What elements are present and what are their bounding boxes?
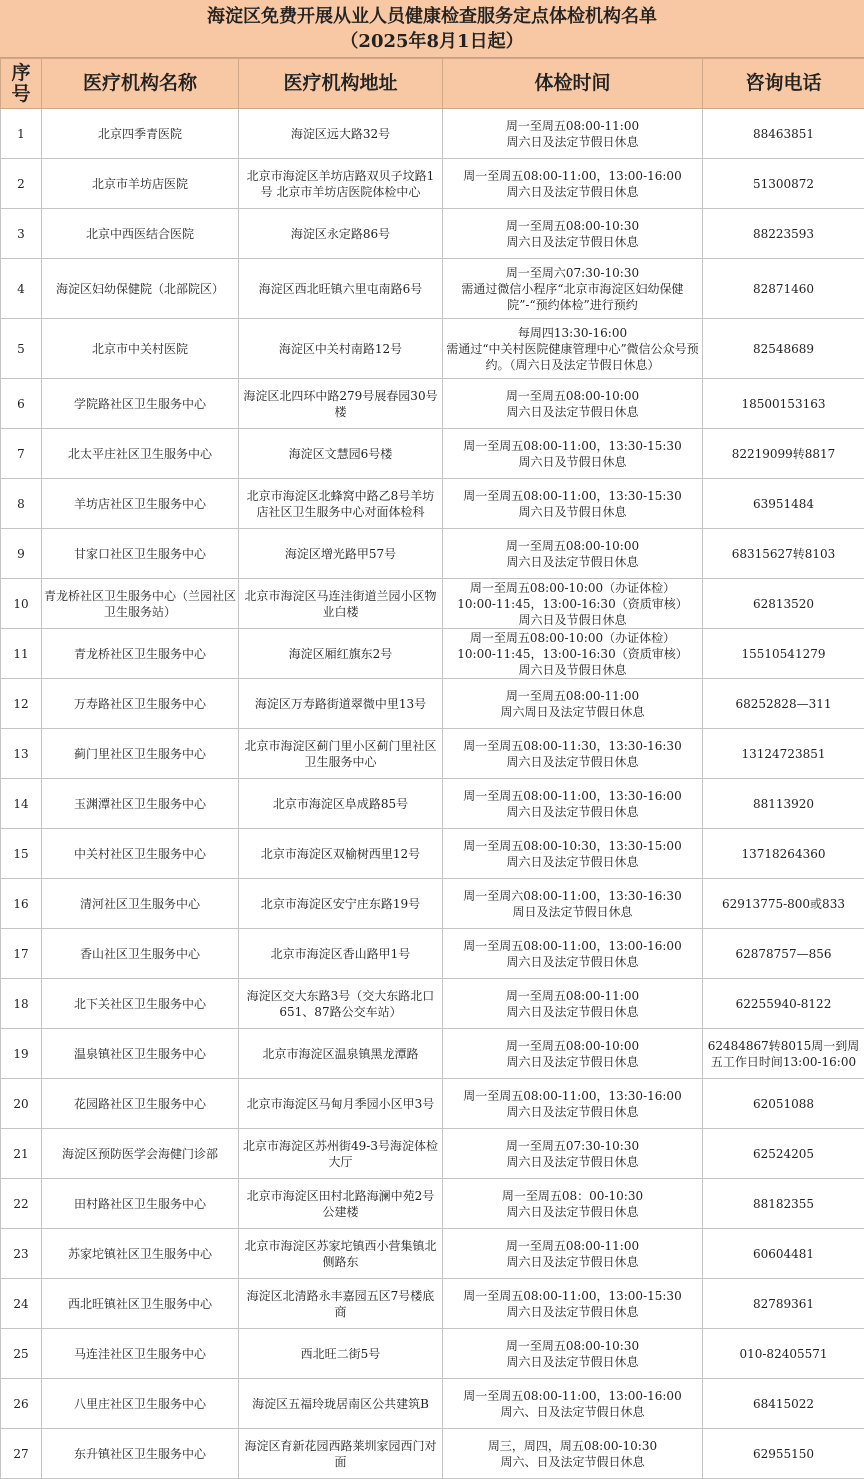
header-phone: 咨询电话: [703, 59, 864, 109]
cell-address: 北京市海淀区苏州街49-3号海淀体检大厅: [239, 1129, 443, 1179]
cell-address: 西北旺二街5号: [239, 1329, 443, 1379]
cell-name: 香山社区卫生服务中心: [42, 929, 239, 979]
cell-name: 花园路社区卫生服务中心: [42, 1079, 239, 1129]
table-row: [1, 929, 864, 979]
cell-hours: 周一至周五08:00-11:00，13:30-16:00 周六日及法定节假日休息: [443, 779, 703, 829]
page-title: 海淀区免费开展从业人员健康检查服务定点体检机构名单: [0, 4, 864, 29]
cell-no: 16: [1, 879, 42, 929]
cell-hours: 周一至周五08:00-11:00，13:00-16:00 周六日及法定节假日休息: [443, 929, 703, 979]
cell-hours: 周一至周六08:00-11:00，13:30-16:30 周日及法定节假日休息: [443, 879, 703, 929]
cell-address: 北京市海淀区蓟门里小区蓟门里社区卫生服务中心: [239, 729, 443, 779]
table-row: [1, 319, 864, 379]
cell-address: 海淀区育新花园西路莱圳家园西门对面: [239, 1429, 443, 1479]
table-row: [1, 629, 864, 679]
table-row: [1, 679, 864, 729]
cell-address: 海淀区远大路32号: [239, 109, 443, 159]
cell-hours: 周一至周五08:00-10:30 周六日及法定节假日休息: [443, 1329, 703, 1379]
cell-hours: 周一至周五08:00-10:30 周六日及法定节假日休息: [443, 209, 703, 259]
cell-phone: 13718264360: [703, 829, 864, 879]
cell-phone: 51300872: [703, 159, 864, 209]
cell-phone: 68315627转8103: [703, 529, 864, 579]
table-row: [1, 829, 864, 879]
table-row: [1, 1079, 864, 1129]
table-row: [1, 1179, 864, 1229]
cell-no: 22: [1, 1179, 42, 1229]
cell-address: 北京市海淀区田村北路海澜中苑2号公建楼: [239, 1179, 443, 1229]
cell-no: 17: [1, 929, 42, 979]
cell-name: 玉渊潭社区卫生服务中心: [42, 779, 239, 829]
cell-hours: 周一至周五07:30-10:30 周六日及法定节假日休息: [443, 1129, 703, 1179]
table-row: [1, 879, 864, 929]
cell-no: 12: [1, 679, 42, 729]
cell-phone: 15510541279: [703, 629, 864, 679]
cell-no: 15: [1, 829, 42, 879]
cell-phone: 62913775-800或833: [703, 879, 864, 929]
table-row: [1, 1329, 864, 1379]
cell-address: 海淀区西北旺镇六里屯南路6号: [239, 259, 443, 319]
cell-no: 13: [1, 729, 42, 779]
cell-phone: 010-82405571: [703, 1329, 864, 1379]
cell-hours: 周一至周六07:30-10:30 需通过微信小程序“北京市海淀区妇幼保健院”-“预约体检”进行预约: [443, 259, 703, 319]
table-row: [1, 1029, 864, 1079]
cell-no: 2: [1, 159, 42, 209]
cell-no: 19: [1, 1029, 42, 1079]
cell-address: 北京市海淀区阜成路85号: [239, 779, 443, 829]
header-no: 序号: [1, 59, 42, 109]
cell-name: 海淀区预防医学会海健门诊部: [42, 1129, 239, 1179]
cell-name: 北下关社区卫生服务中心: [42, 979, 239, 1029]
cell-phone: 82219099转8817: [703, 429, 864, 479]
table-row: [1, 1379, 864, 1429]
cell-phone: 88223593: [703, 209, 864, 259]
cell-address: 北京市海淀区苏家坨镇西小营集镇北侧路东: [239, 1229, 443, 1279]
cell-name: 青龙桥社区卫生服务中心（兰园社区卫生服务站）: [42, 579, 239, 629]
cell-address: 海淀区厢红旗东2号: [239, 629, 443, 679]
table-row: [1, 529, 864, 579]
cell-no: 6: [1, 379, 42, 429]
cell-phone: 62051088: [703, 1079, 864, 1129]
cell-no: 5: [1, 319, 42, 379]
header-name: 医疗机构名称: [42, 59, 239, 109]
cell-name: 田村路社区卫生服务中心: [42, 1179, 239, 1229]
cell-name: 苏家坨镇社区卫生服务中心: [42, 1229, 239, 1279]
cell-address: 海淀区永定路86号: [239, 209, 443, 259]
table-row: [1, 479, 864, 529]
cell-name: 马连洼社区卫生服务中心: [42, 1329, 239, 1379]
cell-no: 7: [1, 429, 42, 479]
cell-name: 中关村社区卫生服务中心: [42, 829, 239, 879]
cell-no: 10: [1, 579, 42, 629]
cell-hours: 周一至周五08:00-11:00，13:00-16:00 周六、日及法定节假日休息: [443, 1379, 703, 1429]
cell-no: 14: [1, 779, 42, 829]
cell-address: 北京市海淀区安宁庄东路19号: [239, 879, 443, 929]
cell-phone: 88463851: [703, 109, 864, 159]
cell-name: 北京市羊坊店医院: [42, 159, 239, 209]
cell-address: 北京市海淀区马甸月季园小区甲3号: [239, 1079, 443, 1129]
cell-no: 1: [1, 109, 42, 159]
cell-no: 9: [1, 529, 42, 579]
cell-no: 11: [1, 629, 42, 679]
page-subtitle: （2025年8月1日起）: [0, 29, 864, 54]
cell-name: 八里庄社区卫生服务中心: [42, 1379, 239, 1429]
cell-hours: 周一至周五08:00-11:00，13:00-15:30 周六日及法定节假日休息: [443, 1279, 703, 1329]
cell-address: 北京市海淀区马连洼街道兰园小区物业白楼: [239, 579, 443, 629]
table-row: [1, 979, 864, 1029]
cell-no: 8: [1, 479, 42, 529]
cell-hours: 周一至周五08:00-11:00 周六日及法定节假日休息: [443, 109, 703, 159]
cell-name: 学院路社区卫生服务中心: [42, 379, 239, 429]
cell-name: 北京四季青医院: [42, 109, 239, 159]
cell-hours: 周一至周五08:00-10:00（办证体检） 10:00-11:45，13:00-16:30（资质审核） 周六日及节假日休息: [443, 579, 703, 629]
cell-address: 海淀区中关村南路12号: [239, 319, 443, 379]
cell-no: 23: [1, 1229, 42, 1279]
cell-phone: 62255940-8122: [703, 979, 864, 1029]
cell-name: 北京中西医结合医院: [42, 209, 239, 259]
cell-phone: 62955150: [703, 1429, 864, 1479]
cell-address: 海淀区北四环中路279号展春园30号楼: [239, 379, 443, 429]
cell-hours: 周一至周五08：00-10:30 周六日及法定节假日休息: [443, 1179, 703, 1229]
cell-hours: 周一至周五08:00-10:30，13:30-15:00 周六日及法定节假日休息: [443, 829, 703, 879]
cell-name: 清河社区卫生服务中心: [42, 879, 239, 929]
table-row: [1, 259, 864, 319]
cell-no: 26: [1, 1379, 42, 1429]
cell-address: 海淀区五福玲珑居南区公共建筑B: [239, 1379, 443, 1429]
cell-phone: 62813520: [703, 579, 864, 629]
cell-no: 21: [1, 1129, 42, 1179]
cell-hours: 周一至周五08:00-11:00 周六日及法定节假日休息: [443, 1229, 703, 1279]
cell-phone: 62524205: [703, 1129, 864, 1179]
table-row: [1, 159, 864, 209]
cell-no: 25: [1, 1329, 42, 1379]
institution-table: [0, 58, 864, 1479]
table-body: [1, 109, 864, 1479]
cell-hours: 周一至周五08:00-11:00，13:30-15:30 周六日及节假日休息: [443, 479, 703, 529]
cell-hours: 周一至周五08:00-10:00 周六日及法定节假日休息: [443, 1029, 703, 1079]
header-address: 医疗机构地址: [239, 59, 443, 109]
cell-name: 北太平庄社区卫生服务中心: [42, 429, 239, 479]
table-row: [1, 1429, 864, 1479]
cell-address: 北京市海淀区香山路甲1号: [239, 929, 443, 979]
table-header-row: [1, 59, 864, 109]
cell-name: 北京市中关村医院: [42, 319, 239, 379]
cell-hours: 周一至周五08:00-10:00 周六日及法定节假日休息: [443, 379, 703, 429]
table-row: [1, 779, 864, 829]
cell-address: 海淀区交大东路3号（交大东路北口 651、87路公交车站）: [239, 979, 443, 1029]
cell-no: 24: [1, 1279, 42, 1329]
cell-name: 羊坊店社区卫生服务中心: [42, 479, 239, 529]
cell-no: 27: [1, 1429, 42, 1479]
cell-hours: 周一至周五08:00-11:00 周六日及法定节假日休息: [443, 979, 703, 1029]
table-row: [1, 1279, 864, 1329]
table-row: [1, 1129, 864, 1179]
cell-phone: 62878757—856: [703, 929, 864, 979]
table-row: [1, 1229, 864, 1279]
cell-name: 甘家口社区卫生服务中心: [42, 529, 239, 579]
cell-hours: 周一至周五08:00-11:00，13:00-16:00 周六日及法定节假日休息: [443, 159, 703, 209]
cell-no: 4: [1, 259, 42, 319]
cell-hours: 周一至周五08:00-10:00（办证体检） 10:00-11:45，13:00-16:30（资质审核） 周六日及节假日休息: [443, 629, 703, 679]
cell-phone: 88113920: [703, 779, 864, 829]
cell-phone: 62484867转8015周一到周五工作日时间13:00-16:00: [703, 1029, 864, 1079]
cell-no: 20: [1, 1079, 42, 1129]
cell-phone: 82548689: [703, 319, 864, 379]
cell-no: 18: [1, 979, 42, 1029]
cell-phone: 60604481: [703, 1229, 864, 1279]
cell-hours: 每周四13:30-16:00 需通过“中关村医院健康管理中心”微信公众号预约。（周六日及法定节假日休息）: [443, 319, 703, 379]
cell-address: 海淀区文慧园6号楼: [239, 429, 443, 479]
cell-address: 北京市海淀区羊坊店路双贝子坟路1号 北京市羊坊店医院体检中心: [239, 159, 443, 209]
cell-hours: 周一至周五08:00-10:00 周六日及法定节假日休息: [443, 529, 703, 579]
cell-phone: 68415022: [703, 1379, 864, 1429]
cell-phone: 13124723851: [703, 729, 864, 779]
cell-name: 温泉镇社区卫生服务中心: [42, 1029, 239, 1079]
page-header: [0, 0, 864, 58]
cell-phone: 82789361: [703, 1279, 864, 1329]
table-row: [1, 429, 864, 479]
table-row: [1, 109, 864, 159]
table-row: [1, 209, 864, 259]
cell-name: 青龙桥社区卫生服务中心: [42, 629, 239, 679]
cell-hours: 周一至周五08:00-11:00，13:30-15:30 周六日及节假日休息: [443, 429, 703, 479]
table-row: [1, 729, 864, 779]
cell-address: 北京市海淀区温泉镇黑龙潭路: [239, 1029, 443, 1079]
cell-hours: 周三，周四，周五08:00-10:30 周六、日及法定节假日休息: [443, 1429, 703, 1479]
cell-address: 海淀区增光路甲57号: [239, 529, 443, 579]
cell-no: 3: [1, 209, 42, 259]
cell-phone: 63951484: [703, 479, 864, 529]
table-row: [1, 579, 864, 629]
cell-phone: 18500153163: [703, 379, 864, 429]
cell-hours: 周一至周五08:00-11:30，13:30-16:30 周六日及法定节假日休息: [443, 729, 703, 779]
cell-hours: 周一至周五08:00-11:00，13:30-16:00 周六日及法定节假日休息: [443, 1079, 703, 1129]
cell-phone: 82871460: [703, 259, 864, 319]
cell-name: 万寿路社区卫生服务中心: [42, 679, 239, 729]
cell-name: 蓟门里社区卫生服务中心: [42, 729, 239, 779]
cell-address: 海淀区万寿路街道翠微中里13号: [239, 679, 443, 729]
cell-phone: 88182355: [703, 1179, 864, 1229]
cell-address: 北京市海淀区双榆树西里12号: [239, 829, 443, 879]
table-row: [1, 379, 864, 429]
cell-phone: 68252828—311: [703, 679, 864, 729]
cell-name: 西北旺镇社区卫生服务中心: [42, 1279, 239, 1329]
cell-address: 海淀区北清路永丰嘉园五区7号楼底商: [239, 1279, 443, 1329]
header-hours: 体检时间: [443, 59, 703, 109]
cell-hours: 周一至周五08:00-11:00 周六周日及法定节假日休息: [443, 679, 703, 729]
cell-name: 海淀区妇幼保健院（北部院区）: [42, 259, 239, 319]
cell-name: 东升镇社区卫生服务中心: [42, 1429, 239, 1479]
cell-address: 北京市海淀区北蜂窝中路乙8号羊坊店社区卫生服务中心对面体检科: [239, 479, 443, 529]
